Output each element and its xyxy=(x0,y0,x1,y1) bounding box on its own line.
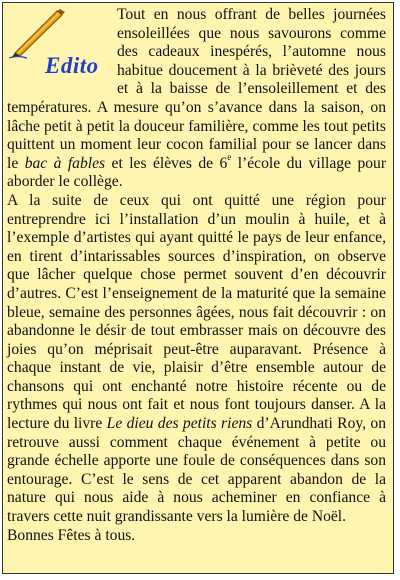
paragraph-2-text-b: d’Arundhati Roy, on retrouve aussi comment chaque événement à petite ou grande échelle apporte une foule de conséquences dans son entourage. C’est le sens de cet apparent abandon de la nature qui nous aide à nous acheminer en confiance à travers cette nuit grandissante vers la lumière de Noël. xyxy=(7,415,386,526)
edito-title: Edito xyxy=(45,53,99,78)
paragraph-1-text-a: Tout en nous offrant de belles journées ensoleillées que nous savourons comme des cadeaux inespérés, l’automne nous habitue doucement à la brièveté des jours et à la baisse de l’ensoleillement et des températures. A mesure qu’on s’avance dans la saison, on lâche petit à petit la douceur familière, comme les tout petits quittent un moment leur cocon familial pour se lancer dans le xyxy=(7,6,386,172)
closing-greeting: Bonnes Fêtes à tous. xyxy=(7,526,136,544)
paragraph-1-text-c: l’école du village pour aborder le collège. xyxy=(7,154,387,191)
edito-frame xyxy=(2,2,394,574)
paragraph-1-text-b: et les élèves de 6 xyxy=(105,154,228,172)
paragraph-2 xyxy=(7,192,386,527)
pen-icon xyxy=(7,9,67,59)
ordinal-superscript: e xyxy=(227,151,232,162)
edito-header xyxy=(7,9,115,81)
paragraph-2-text-a: A la suite de ceux qui ont quitté une région pour entreprendre ici l’installation d’un moulin à huile, et à l’exemple d’artistes qui ayant quitté le pays de leur enfance, en tirent d’intarissables sources d’inspiration, on observe que lâcher quelque chose permet souvent d’en découvrir d’autres. C’est l’enseignement de la maturité que la semaine bleue, semaine des personnes âgées, nous fait découvrir : on abandonne le désir de tout embrasser mais on découvre des joies qu’on méprisait peut-être auparavant. Présence à chaque instant de vie, plaisir d’être ensemble autour de chansons qui ont enchanté notre histoire récente ou de rythmes qui nous ont fait et nous font toujours danser. A la lecture du livre xyxy=(7,191,386,433)
article-body xyxy=(3,3,393,545)
book-title-dieu-petits-riens: Le dieu des petits riens xyxy=(106,415,253,433)
book-title-bac-a-fables: bac à fables xyxy=(24,154,106,172)
